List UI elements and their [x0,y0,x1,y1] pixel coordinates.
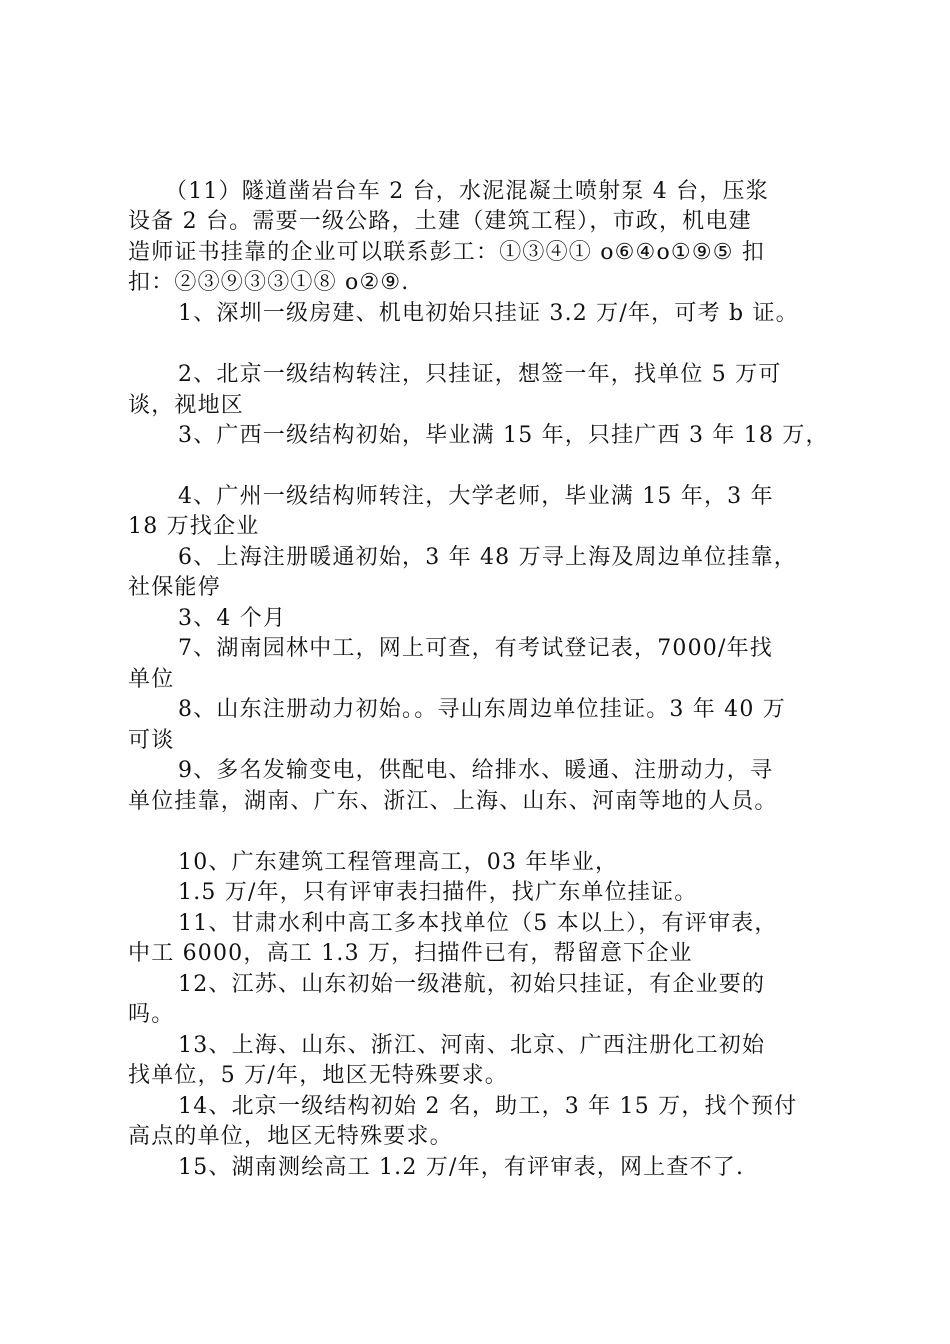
text-line: 扣：②③⑨③③①⑧ o②⑨. [128,270,410,295]
text-line: 高点的单位，地区无特殊要求。 [128,1124,453,1149]
text-line: 2、北京一级结构转注，只挂证，想签一年，找单位 5 万可 [178,362,782,387]
text-line: 3、4 个月 [178,606,287,631]
text-line: 单位挂靠，湖南、广东、浙江、上海、山东、河南等地的人员。 [128,789,778,814]
text-line: 14、北京一级结构初始 2 名，助工，3 年 15 万，找个预付 [178,1094,798,1119]
text-line: 11、甘肃水利中高工多本找单位（5 本以上），有评审表， [178,911,778,936]
text-line: 9、多名发输变电，供配电、给排水、暖通、注册动力，寻 [178,758,774,783]
text-line: 18 万找企业 [128,514,260,539]
text-line: 单位 [128,667,175,692]
text-line: 找单位，5 万/年，地区无特殊要求。 [128,1063,509,1088]
text-line: 6、上海注册暖通初始，3 年 48 万寻上海及周边单位挂靠， [178,545,797,570]
text-line: 可谈 [128,728,175,753]
text-line: 13、上海、山东、浙江、河南、北京、广西注册化工初始 [178,1033,766,1058]
text-line: 造师证书挂靠的企业可以联系彭工：①③④① o⑥④o①⑨⑤ 扣 [128,240,766,265]
text-line: 7、湖南园林中工，网上可查，有考试登记表，7000/年找 [178,636,773,661]
text-line: 8、山东注册动力初始。。寻山东周边单位挂证。3 年 40 万 [178,697,786,722]
text-line: 1.5 万/年，只有评审表扫描件，找广东单位挂证。 [178,880,698,905]
text-line: 3、广西一级结构初始，毕业满 15 年，只挂广西 3 年 18 万， [178,423,829,448]
text-line: 社保能停 [128,575,221,600]
text-line: 12、江苏、山东初始一级港航，初始只挂证，有企业要的 [178,972,766,997]
text-line: 中工 6000，高工 1.3 万，扫描件已有，帮留意下企业 [128,941,693,966]
text-line: 谈，视地区 [128,393,245,418]
text-line: （11）隧道凿岩台车 2 台，水泥混凝土喷射泵 4 台，压浆 [165,179,769,204]
text-line: 4、广州一级结构师转注，大学老师，毕业满 15 年，3 年 [178,484,774,509]
text-line: 15、湖南测绘高工 1.2 万/年，有评审表，网上查不了. [178,1155,745,1180]
text-line: 吗。 [128,1002,175,1027]
text-line: 设备 2 台。需要一级公路，土建（建筑工程），市政，机电建 [128,209,752,234]
text-line: 1、深圳一级房建、机电初始只挂证 3.2 万/年，可考 b 证。 [178,301,799,326]
text-line: 10、广东建筑工程管理高工，03 年毕业， [178,850,619,875]
